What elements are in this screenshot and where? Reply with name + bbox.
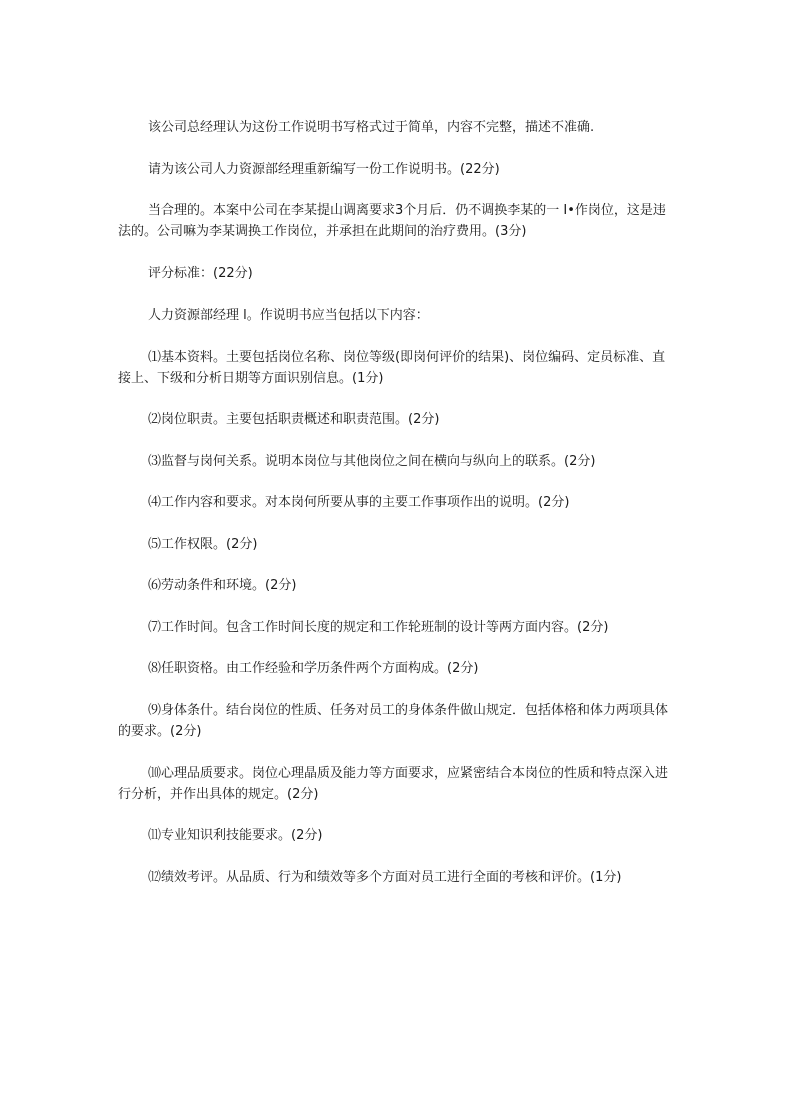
list-item-2: ⑵岗位职责。主要包括职责概述和职责范围。(2分) [148,412,440,427]
list-item-4: ⑷工作内容和要求。对本岗何所要从事的主要工作事项作出的说明。(2分) [148,495,570,510]
list-item-11: ⑾专业知识利技能要求。(2分) [148,828,323,843]
list-item-9: ⑼身体条什。结台岗位的性质、任务对员工的身体条件做山规定．包括体格和体力两项具体的要求。(2分) [118,703,669,739]
paragraph-scoring-title: 评分标准：(22分) [148,266,253,281]
list-item-1: ⑴基本资料。土要包括岗位名称、岗位等级(即岗何评价的结果)、岗位编码、定员标准、直接上、下级和分析日期等方面识别信息。(1分) [118,350,666,386]
paragraph-question: 请为该公司人力资源部经理重新编写一份工作说明书。(22分) [148,162,500,177]
paragraph-summary: 该公司总经理认为这份工作说明书写格式过于简单，内容不完整，描述不准确. [148,120,595,135]
paragraph-intro: 人力资源部经理 l。作说明书应当包括以下内容： [148,308,429,323]
list-item-3: ⑶监督与岗何关系。说明本岗位与其他岗位之间在横向与纵向上的联系。(2分) [148,454,596,469]
list-item-12: ⑿绩效考评。从品质、行为和绩效等多个方面对员工进行全面的考核和评价。(1分) [148,870,622,885]
list-item-5: ⑸工作权限。(2分) [148,537,258,552]
paragraph-answer: 当合理的。本案中公司在李某提山调离要求3个月后．仍不调换李某的一 I•作岗位，这是违法的。公司嘛为李某调换工作岗位，并承担在此期间的治疗费用。(3分) [118,203,666,239]
list-item-6: ⑹劳动条件和环境。(2分) [148,578,297,593]
list-item-10: ⑽心理品质要求。岗位心理晶质及能力等方面要求，应紧密结合本岗位的性质和特点深入进行分析，并作出具体的规定。(2分) [118,766,669,802]
list-item-8: ⑻任职资格。由工作经验和学历条件两个方面构成。(2分) [148,661,479,676]
list-item-7: ⑺工作时间。包含工作时间长度的规定和工作轮班制的设计等两方面内容。(2分) [148,620,609,635]
